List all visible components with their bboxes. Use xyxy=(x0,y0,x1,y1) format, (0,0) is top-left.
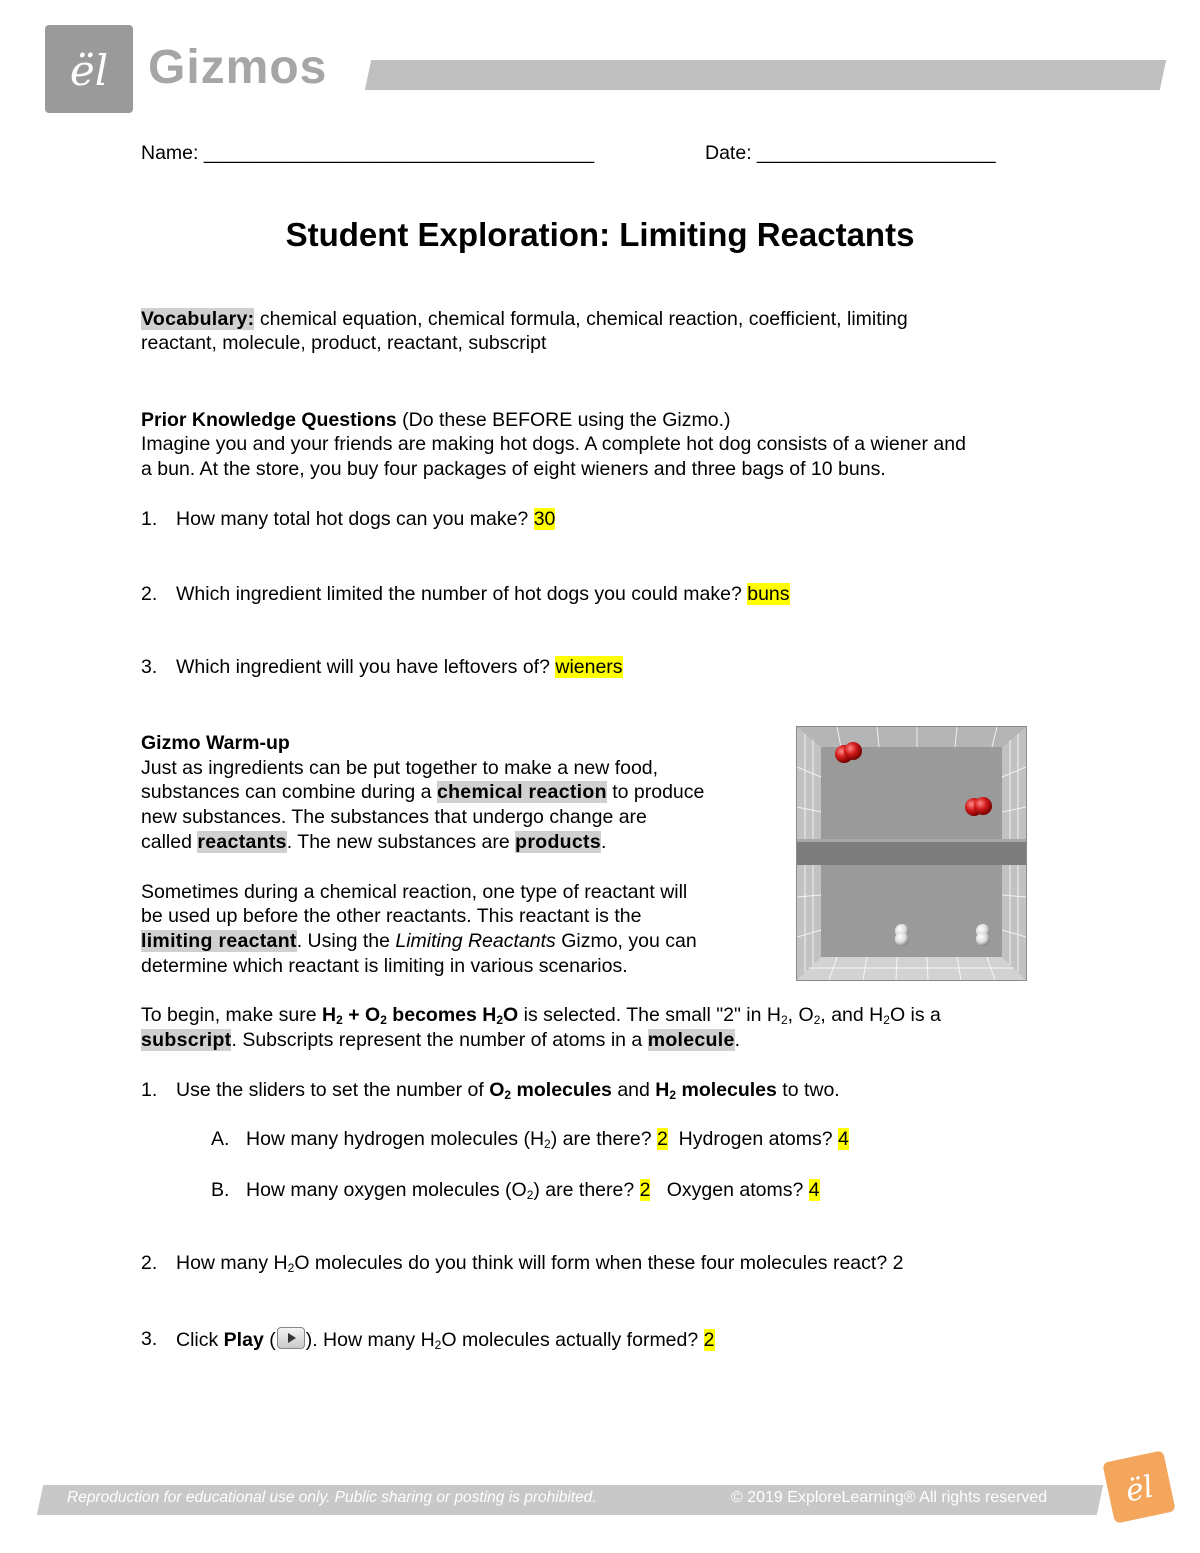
task-question-3: 3. Click Play ( ). How many $H_2O$ molecules actually formed? 2 xyxy=(141,1328,715,1352)
warmup-p2-line-2: be used up before the other reactants. This reactant is the xyxy=(141,905,642,927)
answer-highlight: 2 xyxy=(703,1329,715,1351)
warmup-p1-line-3: new substances. The substances that undergo change are xyxy=(141,806,647,828)
answer-highlight: 2 xyxy=(639,1179,651,1201)
vocab-term: products xyxy=(515,831,601,853)
answer-highlight: 4 xyxy=(838,1128,849,1150)
vocabulary-line-2: reactant, molecule, product, reactant, subscript xyxy=(141,332,547,354)
header-decor-bar xyxy=(365,60,1166,90)
play-icon xyxy=(277,1327,305,1349)
footer-copyright: © 2019 ExploreLearning® All rights reserved xyxy=(731,1489,1048,1506)
begin-line-1: To begin, make sure $H_2 + O_2$ becomes $H_2O$ is selected. The small "2" in $H_2$, $O_2$, and $H_2O$ is a xyxy=(141,1004,941,1027)
prior-question-1: 1. How many total hot dogs can you make? 30 xyxy=(141,508,556,530)
date-label: Date: xyxy=(705,142,752,164)
footer-notice: Reproduction for educational use only. Public sharing or posting is prohibited. xyxy=(67,1489,597,1506)
begin-line-2: subscript. Subscripts represent the number of atoms in a molecule. xyxy=(141,1029,741,1051)
prior-question-3: 3. Which ingredient will you have leftovers of? wieners xyxy=(141,656,623,678)
vocab-term: chemical reaction xyxy=(436,781,607,803)
name-label: Name: xyxy=(141,142,199,164)
svg-text:ël: ël xyxy=(1122,1469,1157,1510)
warmup-p1-line-1: Just as ingredients can be put together to make a new food, xyxy=(141,757,659,779)
warmup-p1-line-4: called reactants. The new substances are products. xyxy=(141,831,607,853)
task-question-1: 1. Use the sliders to set the number of $O_2$ molecules and $H_2$ molecules to two. xyxy=(141,1079,840,1102)
vocab-term: reactants xyxy=(197,831,287,853)
brand-name: Gizmos xyxy=(148,41,328,94)
vocab-term: subscript xyxy=(141,1029,232,1051)
gizmo-simulation-image xyxy=(796,726,1027,981)
answer-highlight: wieners xyxy=(555,656,623,678)
el-logo-icon xyxy=(1102,1450,1176,1524)
name-blank: ____________________________________ xyxy=(203,142,595,164)
warmup-p2-line-1: Sometimes during a chemical reaction, one type of reactant will xyxy=(141,881,688,903)
answer-highlight: 2 xyxy=(656,1128,668,1150)
answer-highlight: buns xyxy=(747,583,790,605)
vocabulary-line-1: Vocabulary: chemical equation, chemical formula, chemical reaction, coefficient, limiting xyxy=(141,308,908,330)
date-field[interactable] xyxy=(705,142,996,165)
prior-knowledge-heading: Prior Knowledge Questions (Do these BEFORE using the Gizmo.) xyxy=(141,409,731,431)
date-blank: ______________________ xyxy=(757,142,996,164)
task-question-2: 2. How many $H_2O$ molecules do you think will form when these four molecules react? 2 xyxy=(141,1252,904,1275)
vocab-term: molecule xyxy=(647,1029,735,1051)
warmup-p2-line-4: determine which reactant is limiting in various scenarios. xyxy=(141,955,628,977)
prior-question-2: 2. Which ingredient limited the number of hot dogs you could make? buns xyxy=(141,583,790,605)
warmup-p1-line-2: substances can combine during a chemical reaction to produce xyxy=(141,781,705,803)
page-title: Student Exploration: Limiting Reactants xyxy=(285,216,915,253)
svg-text:ël: ël xyxy=(69,46,109,95)
prior-intro-line-2: a bun. At the store, you buy four packages of eight wieners and three bags of 10 buns. xyxy=(141,458,886,480)
warmup-heading: Gizmo Warm-up xyxy=(141,732,290,754)
vocabulary-label: Vocabulary: xyxy=(141,308,255,330)
el-logo-icon xyxy=(45,25,133,113)
task-question-1b: B. How many oxygen molecules $(O_2)$ are there? 2 Oxygen atoms? 4 xyxy=(211,1179,820,1202)
warmup-p2-line-3: limiting reactant. Using the Limiting Reactants Gizmo, you can xyxy=(141,930,697,952)
answer-highlight: 30 xyxy=(533,508,556,530)
answer-highlight: 4 xyxy=(808,1179,820,1201)
task-question-1a: A. How many hydrogen molecules $(H_2)$ are there? 2 Hydrogen atoms? 4 xyxy=(211,1128,849,1151)
name-field[interactable] xyxy=(141,142,594,165)
prior-intro-line-1: Imagine you and your friends are making hot dogs. A complete hot dog consists of a wiener and xyxy=(141,433,966,455)
vocab-term: limiting reactant xyxy=(141,930,297,952)
